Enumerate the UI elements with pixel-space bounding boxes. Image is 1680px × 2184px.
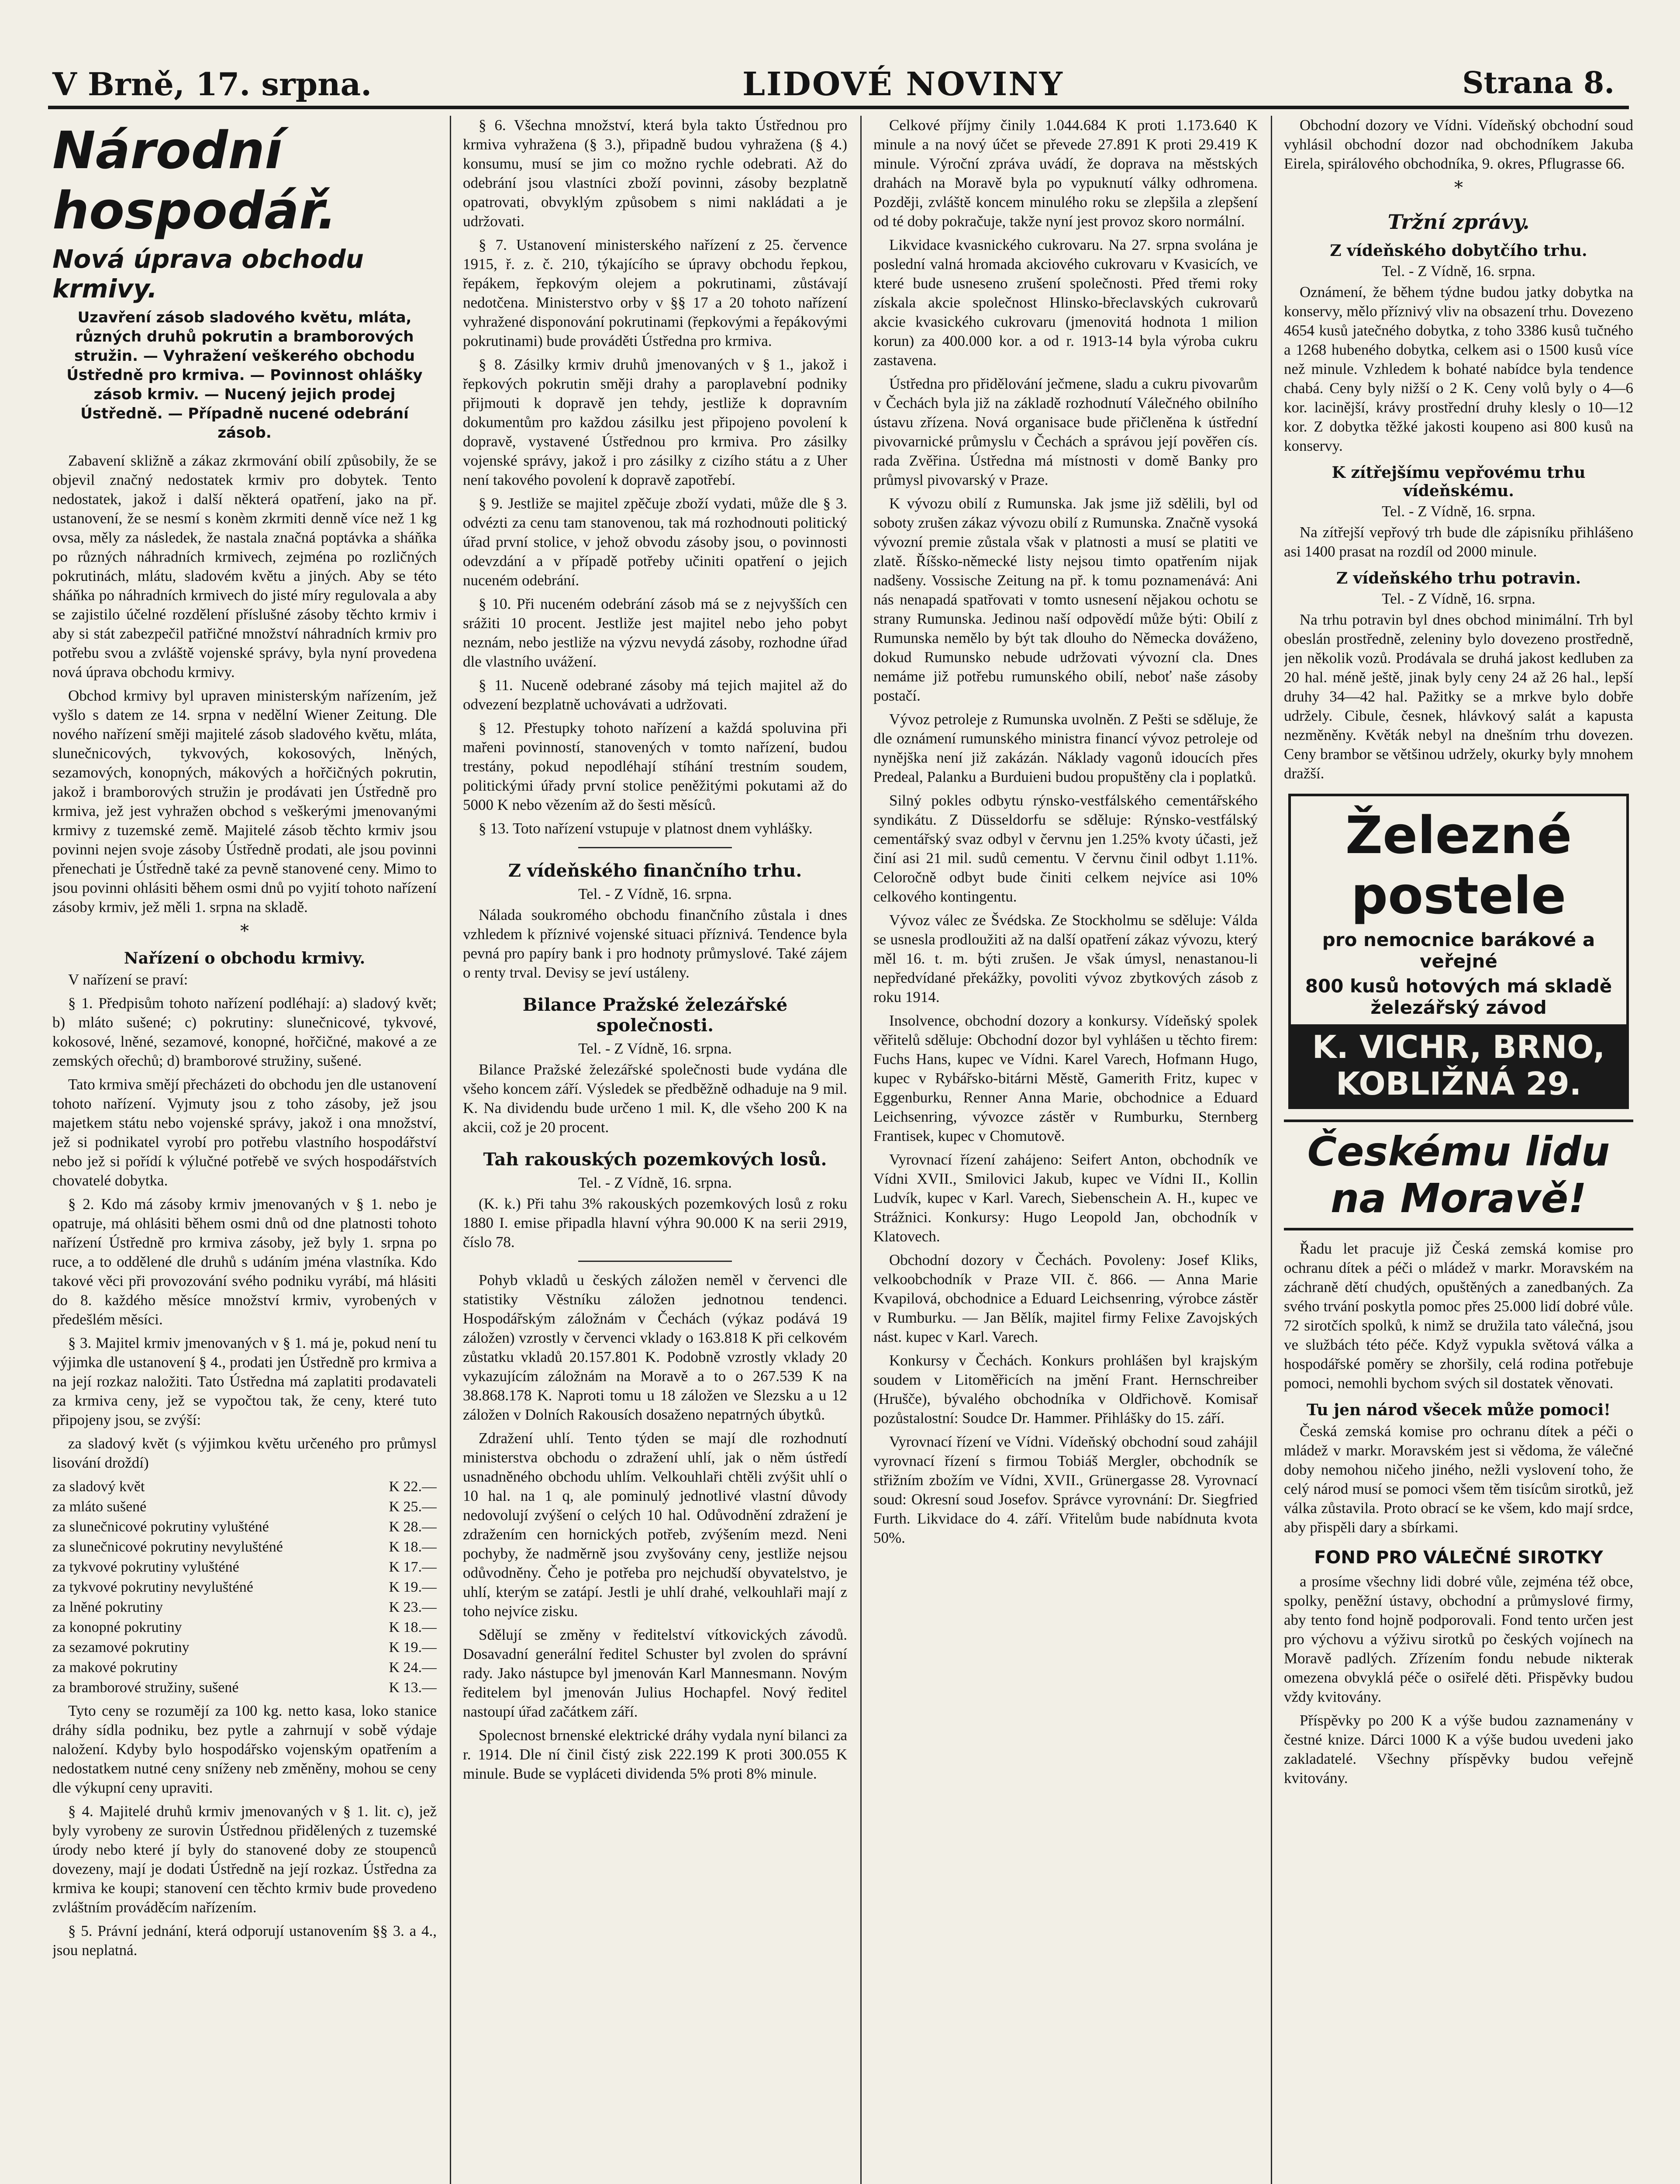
page-header	[0, 0, 1680, 103]
article-lead: Uzavření zásob sladového květu, mláta, různých druhů pokrutin a bramborových stružin. — Vyhražení veškerého obchodu Ústředně pro krmiva. — Povinnost ohlášky zásob krmiv. — Nucený jejich prodej Ústředně. — Případně nucené odebrání zásob.	[66, 309, 423, 442]
price-item: za tykvové pokrutiny vylušténé	[52, 1559, 239, 1575]
column-1	[52, 116, 437, 2184]
article-paragraph: Konkursy v Čechách. Konkurs prohlášen byl krajským soudem v Litoměřicích na jmění Frant. Hernschreiber (Hrušče), bývalého obchodníka v Oldřichově. Komisař pozůstalostní: Soudce Dr. Hammer. Přihlášky do 15. září.	[873, 1352, 1258, 1427]
section-heading: Tržní zprávy.	[1387, 210, 1530, 234]
price-row	[52, 1477, 437, 1497]
page-number: Strana 8.	[1462, 66, 1614, 100]
article-heading: Z vídeňského trhu potravin.	[1336, 569, 1581, 587]
column-2	[463, 116, 847, 2184]
article-paragraph: Insolvence, obchodní dozory a konkursy. Vídeňský spolek věřitelů sděluje: Obchodní dozor byl vyhlášen u těchto firem: Fuchs Hans, kupec ve Vídni. Karel Varech, Hofmann Hugo, kupec v Rybářsko-bitárni Městě, Gamerith Fritz, kupec v Eggenburku, Renner Anna Marie, obchodnice a Eduard Leichsenring, vývozce zástěr v Rumburku, Sternberg Frantisek, kupec v Chomutově.	[873, 1012, 1258, 1144]
subheading: Nařízení o obchodu krmivy.	[124, 949, 366, 968]
article-paragraph: Česká zemská komise pro ochranu dítek a péči o mládež v markr. Moravském jest si vědoma, že válečné doby nemohou ničeho jiného, nežli vyslovení toho, že celý národ musí se pomoci všem těm tisícům sirotků, jež válka zůstavila. Proto obrací se ke všem, kdo mají srdce, aby přispěli dary a sbírkami.	[1284, 1423, 1633, 1536]
column-separator	[860, 116, 862, 2184]
column-separator	[1271, 116, 1272, 2184]
article-paragraph: a prosíme všechny lidi dobré vůle, zejména též obce, spolky, peněžní ústavy, obchodní a průmyslové firmy, aby tento fond hojně podporovali. Fond tento určen jest pro výchovu a výživu sirotků po českých vojínech na Moravě padlých. Zřízením fondu nebude nikterak omezena obvyklá péče o osiřelé děti. Přispěvky budou vždy kvitovány.	[1284, 1573, 1633, 1705]
article-paragraph: Vyrovnací řízení zahájeno: Seifert Anton, obchodník ve Vídni XVII., Smilovici Jakub, kupec ve Vídni II., Kollin Ludvík, kupec v Karl. Varech, Siebenschein A. H., kupec ve Strážnici. Konkursy: Hugo Leopold Jan, obchodník v Klatovech.	[873, 1151, 1258, 1245]
article-paragraph: § 2. Kdo má zásoby krmiv jmenovaných v § 1. nebo je opatruje, má ohlásiti během osmi dnů od dne platnosti tohoto nařízení Ústředně pro krmiva zásoby, jež byly 1. srpna po ruce, a to oddělené dle druhů s udáním jména vlastníka. Kdo takové věci při provozování svého podniku vyrábí, má hlásiti do 8. každého měsíce množství krmiv, vyrobených v předešlém měsíci.	[52, 1196, 437, 1328]
price-value: K 25.—	[389, 1499, 437, 1515]
price-value: K 19.—	[389, 1639, 437, 1655]
article-paragraph: § 1. Předpisům tohoto nařízení podléhají: a) sladový květ; b) mláto sušené; c) pokrutiny: slunečnicové, tykvové, kokosové, lněné, sezamové, konopné, hořčičné, makové a ze zemských ořechů; d) bramborové stružiny, sušené.	[52, 995, 437, 1069]
price-item: za slunečnicové pokrutiny vylušténé	[52, 1519, 269, 1535]
price-value: K 23.—	[389, 1599, 437, 1615]
article-paragraph: Tato krmiva smějí přecházeti do obchodu jen dle ustanovení tohoto nařízení. Vyjmuty jsou z toho zásoby, jež jsou majetkem státu nebo vojenské správy, jakož i ona množství, jež si podnikatel vyrobí pro potřebu vlastního hospodářství nebo jež si pořídí k výlučné potřebě ve svých hospodářstvích chovatelé dobytka.	[52, 1076, 437, 1189]
article-heading: Bilance Pražské železářské společnosti.	[522, 995, 788, 1036]
price-value: K 13.—	[389, 1679, 437, 1696]
price-row	[52, 1537, 437, 1557]
section-title: Národní hospodář.	[52, 120, 337, 241]
article-paragraph: § 11. Nuceně odebrané zásoby má tejich majitel až do odvezení bezplatně uchovávati a udržovati.	[463, 677, 847, 713]
article-paragraph: Tyto ceny se rozumějí za 100 kg. netto kasa, loko stanice dráhy sídla podniku, bez pytle a zahrnují v sobě výdaje naložení. Kdyby bylo hospodářsko vojenským opatřením a nedostatkem nutné ceny sníženy neb změněny, mohou se ceny dle výkupní ceny upraviti.	[52, 1702, 437, 1796]
price-value: K 19.—	[389, 1579, 437, 1595]
article-paragraph: Na zítřejší vepřový trh bude dle zápisníku přihlášeno asi 1400 prasat na rozdíl od 2000 minule.	[1284, 524, 1633, 560]
price-row	[52, 1497, 437, 1517]
article-paragraph: Spolecnost brnenské elektrické dráhy vydala nyní bilanci za r. 1914. Dle ní činil čistý zisk 222.199 K proti 300.055 K minule. Bude se vypláceti dividenda 5% proti 8% minule.	[463, 1727, 847, 1782]
price-item: za sladový květ	[52, 1479, 145, 1495]
article-heading: Tah rakouských pozemkových losů.	[483, 1149, 827, 1170]
dateline: Tel. - Z Vídně, 16. srpna.	[1382, 590, 1535, 607]
price-value: K 28.—	[389, 1519, 437, 1535]
price-item: za sezamové pokrutiny	[52, 1639, 190, 1655]
price-value: K 18.—	[389, 1619, 437, 1635]
article-paragraph: Obchodní dozory v Čechách. Povoleny: Josef Kliks, velkoobchodník v Praze VII. č. 866. — Anna Marie Kvapilová, obchodnice a Eduard Leichsenring, výrobce zástěr v Rumburku. — Jan Bělík, majitel firmy Felixe Zavojských nást. kupec v Karl. Varech.	[873, 1251, 1258, 1345]
article-paragraph: § 3. Majitel krmiv jmenovaných v § 1. má je, pokud není tu výjimka dle ustanovení § 4., prodati jen Ústředně pro krmiva a na její rozkaz naložiti. Tato Ústředna má zaplatiti prodavateli za krmiva ceny, jež se vypočtou tak, že ceny, které tuto připojeny jsou, se zvýší:	[52, 1334, 437, 1428]
article-heading: Z vídeňského finančního trhu.	[508, 860, 802, 881]
article-paragraph: § 7. Ustanovení ministerského nařízení z 25. července 1915, ř. z. č. 210, týkajícího se úpravy obchodu řepkou, řepákem, řepkovým olejem a pokrutinami, zůstávají nedotčena. Ministerstvo orby v §§ 17 a 20 tohoto nařízení vyhražené disponování pokrutinami (řepkovými a řepákovými pokrutinami) bude prováděti Ústředna pro krmiva.	[463, 236, 847, 349]
price-row	[52, 1678, 437, 1698]
price-item: za lněné pokrutiny	[52, 1599, 163, 1615]
divider-rule	[578, 1261, 732, 1262]
price-row	[52, 1517, 437, 1537]
ad-title: Železné postele	[1345, 805, 1572, 926]
article-paragraph: § 12. Přestupky tohoto nařízení a každá spoluvina při mařeni povinností, stanovených v tomto nařízení, budou trestány, pokud nepodléhají stíhání trestním soudem, politickými úřady první stolice peněžitými pokutami až do 5000 K nebo vězením až do šesti měsíců.	[463, 719, 847, 813]
article-paragraph: Na trhu potravin byl dnes obchod minimální. Trh byl obeslán prostředně, zeleniny bylo dovezeno prostředně, jen několik vozů. Prodávala se druhá jakost kedluben za 20 hal. méně ještě, jinak byly ceny 24 až 26 hal., lepší druhy 34—42 hal. Pažitky se a mrkve bylo dobře udržely. Cibule, česnek, hlávkový salát a kapusta nezměněny. Květák nebyl na dnešním trhu dovezen. Ceny brambor se většinou udržely, okurky byly mnohem dražší.	[1284, 611, 1633, 782]
column-separator	[450, 116, 451, 2184]
dateline: Tel. - Z Vídně, 16. srpna.	[578, 1174, 732, 1191]
article-paragraph: za sladový květ (s výjimkou květu určeného pro průmysl lisování droždí)	[52, 1435, 437, 1471]
article-heading: Z vídeňského dobytčího trhu.	[1330, 242, 1587, 260]
article-paragraph: Příspěvky po 200 K a výše budou zaznamenány v čestné knize. Dárci 1000 K a výše budou uvedeni jako zakladatelé. Všechny příspěvky budou veřejně kvitovány.	[1284, 1712, 1633, 1787]
article-heading: K zítřejšímu vepřovému trhu vídeňskému.	[1332, 463, 1586, 500]
article-paragraph: Zdražení uhlí. Tento týden se mají dle rozhodnutí ministerstva obchodu o zdražení uhlí, jak o něm ústředí usnadněného obchodu uhlím. Velkouhlaři chtěli zvýšit uhlí o 10 hal. na 1 q, ale pominulý jednotlivé vlastní důvody nedovolují zvýšení o celých 10 hal. Odůvodnění zdražení je zdražením cen hornických potřeb, zvýšením mezd. Neni pochyby, že nadměrně jsou zvyšovány ceny, jestliže nejsou odůvodněny. Čeho je potřeba pro nejchudší obyvatelstvo, je uhlí, kterým se zatápí. Jestli je uhlí drahé, velkouhlaři mají z toho nejvíce zisku.	[463, 1430, 847, 1620]
price-row	[52, 1617, 437, 1638]
ad-line: 800 kusů hotových má skladě železářský závod	[1305, 975, 1612, 1018]
column-3	[873, 116, 1258, 2184]
appeal-headline: Českému lidu na Moravě!	[1284, 1120, 1633, 1230]
divider-asterisk: *	[1454, 178, 1463, 198]
dateline: Tel. - Z Vídně, 16. srpna.	[578, 885, 732, 902]
article-paragraph: § 6. Všechna množství, která byla takto Ústřednou pro krmiva vyhražena (§ 3.), připadně budou vyhražena (§ 4.) konsumu, musí se jim co možno rychle odebrati. Až do odebrání jsou vlastníci zboží povinni, zásoby bezplatně opatrovati, obvyklým způsobem s nimi nakládati a je udržovati.	[463, 117, 847, 230]
price-value: K 17.—	[389, 1559, 437, 1575]
article-paragraph: § 5. Právní jednání, která odporují ustanovením §§ 3. a 4., jsou neplatná.	[52, 1922, 437, 1959]
divider-asterisk: *	[240, 921, 249, 941]
price-item: za makové pokrutiny	[52, 1659, 178, 1676]
price-row	[52, 1577, 437, 1597]
appeal-subheading: Tu jen národ všecek může pomoci!	[1306, 1401, 1611, 1419]
article-headline: Nová úprava obchodu krmivy.	[52, 244, 364, 304]
article-paragraph: Bilance Pražské železářské společnosti bude vydána dle všeho koncem září. Výsledek se předběžně odhaduje na 9 mil. K. Na dividendu bude určeno 1 mil. K, dle všeho 200 K na akcii, což je 20 procent.	[463, 1061, 847, 1136]
article-paragraph: Silný pokles odbytu rýnsko-vestfálského cementářského syndikátu. Z Düsseldorfu se sděluje: Rýnsko-vestfálský cementářský svaz odbyl v červnu jen 1.25% kvoty účasti, jež činí asi 21 mil. sudů cementu. V červnu činil odbyt 1.11%. Celoročně odbyt bude činiti celkem nejvíce asi 10% celkového kontingentu.	[873, 792, 1258, 905]
article-paragraph: Vývoz petroleje z Rumunska uvolněn. Z Pešti se sděluje, že dle oznámení rumunského ministra financí vývoz petroleje od nynějška není již zakázán. Náklady vagonů idoucích přes Predeal, Palanku a Burduieni budou propuštěny cla i poplatků.	[873, 711, 1258, 785]
column-4	[1284, 116, 1633, 2184]
price-value: K 18.—	[389, 1539, 437, 1555]
article-paragraph: Pohyb vkladů u českých záložen neměl v červenci dle statistiky Věstníku záložen jednotnou tendenci. Hospodářským záložnám v Čechách (výkaz podává 19 záložen) vzrostly v červenci vklady o 163.818 K při celkovém zůstatku vkladů 20.157.801 K. Podobně vzrostly vklady 20 vykazujícím záložnám na Moravě a to o 267.539 K na 38.868.178 K. Naproti tomu u 18 záložen ve Slezsku a u 12 záložen v Dolních Rakousích dosaženo nepatrných úbytků.	[463, 1272, 847, 1423]
article-paragraph: Vývoz válec ze Švédska. Ze Stockholmu se sděluje: Válda se usnesla prodloužiti až na další opatření zákaz vývozu, který měl 16. t. m. býti zrušen. Je však úmysl, nenastanou-li nepředvídané překážky, povoliti vývoz zbytkových zásob z roku 1914.	[873, 912, 1258, 1006]
price-item: za tykvové pokrutiny nevylušténé	[52, 1579, 253, 1595]
price-value: K 22.—	[389, 1479, 437, 1495]
price-value: K 24.—	[389, 1659, 437, 1676]
article-paragraph: § 4. Majitelé druhů krmiv jmenovaných v § 1. lit. c), jež byly vyrobeny ze surovin Ústřednou přidělených z tuzemské úrody nebo které jí byly do stanovené doby ze stoupenců dovezeny, mají je dodati Ústředně na její rozkaz. Ústředna za krmiva ke koupi; stanovení cen těchto krmiv bude provedeno zvláštním prováděcím nařízením.	[52, 1803, 437, 1916]
article-paragraph: V nařízení se praví:	[68, 971, 188, 988]
dateline: Tel. - Z Vídně, 16. srpna.	[1382, 503, 1535, 520]
article-paragraph: Celkové příjmy činily 1.044.684 K proti 1.173.640 K minule a na nový účet se převede 27.891 K proti 29.419 K minule. Výroční zpráva uvádí, že doprava na městských drahách na Moravě byla po vypuknutí války odhromena. Později, zvláště koncem minulého roku se zlepšila a zlepšení od té doby pokračuje, takže nyní jest provoz skoro normální.	[873, 117, 1258, 230]
dateline: Tel. - Z Vídně, 16. srpna.	[1382, 263, 1535, 280]
price-row	[52, 1658, 437, 1678]
dateline: Tel. - Z Vídně, 16. srpna.	[578, 1040, 732, 1057]
divider-rule	[578, 847, 732, 848]
article-paragraph: Sdělují se změny v ředitelství vítkovických závodů. Dosavadní generální ředitel Schuster byl zvolen do správní rady. Jako nástupce byl jmenován Karl Mannesmann. Novým ředitelem byl jmenován Julius Hochapfel. Nový ředitel nastoupí úřad začátkem září.	[463, 1626, 847, 1720]
issue-date: V Brně, 17. srpna.	[52, 66, 372, 103]
article-paragraph: Oznámení, že během týdne budou jatky dobytka na konservy, mělo příznivý vliv na obsazení trhu. Dovezeno 4654 kusů jatečného dobytka, z toho 3386 kusů tučného a 1268 hubeného dobytka, celkem asi o 1500 kusů více než minule. Vzhledem k bohaté nabídce byla tendence chabá. Ceny byly nižší o 2 K. Ceny volů byly o 4—6 kor. lacinější, krávy prostřední druhy klesly o 10—12 kor. Z dobytka těžké jakosti koupeno asi 800 kusů na konservy.	[1284, 283, 1633, 454]
price-item: za mláto sušené	[52, 1499, 147, 1515]
article-paragraph: Zabavení skližně a zákaz zkrmování obilí způsobily, že se objevil značný nedostatek krmiv pro dobytek. Tento nedostatek, jakož i další některá opatření, jako na př. ustanovení, že se nesmí s konèm zkrmiti denně více než 1 kg ovsa, měly za následek, že nastala značná poptávka a sháňka po různých náhradních krmivech, zejména po rozličných pokrutinách, mlátu, sladovém květu a jiných. Aby se této sháňka po náhradních krmivech do jisté míry regulovala a aby se zajistilo účelné rozdělení příslušné zásoby těchto krmiv i aby si stát zabezpečil patřičné množství náhradních krmiv pro potřebu svou a zvláště vojenské správy, byla nyní provedena nová úprava obchodu krmivy.	[52, 452, 437, 681]
ad-footer: K. VICHR, BRNO, KOBLIŽNÁ 29.	[1291, 1024, 1626, 1106]
masthead-title: LIDOVÉ NOVINY	[742, 66, 1064, 103]
article-paragraph: Obchodní dozory ve Vídni. Vídeňský obchodní soud vyhlásil obchodní dozor nad obchodníkem Jakuba Eirela, spirálového obchodníka, 9. okres, Pflugrasse 66.	[1284, 117, 1633, 172]
article-paragraph: Nálada soukromého obchodu finančního zůstala i dnes vzhledem k příznivé vojenské situaci příznivá. Tendence byla pevná pro papíry bank i pro hodnoty průmyslové. Také zájem o renty trval. Devisy se jeví ustáleny.	[463, 906, 847, 981]
article-paragraph: Likvidace kvasnického cukrovaru. Na 27. srpna svolána je poslední valná hromada akciového cukrovaru v Kvasicích, ve které bude usneseno zrušení společnosti. Před třemi roky získala akcie společnost Hlinsko-břeclavských cukrovarů akcie kvasického cukrovaru (jmenovitá hodnota 1 milion korun) za 400.000 kor. a od r. 1913-14 byla výroba cukru zastavena.	[873, 236, 1258, 369]
price-row	[52, 1557, 437, 1577]
price-row	[52, 1597, 437, 1617]
article-paragraph: (K. k.) Při tahu 3% rakouských pozemkových losů z roku 1880 I. emise připadla hlavní výhra 90.000 K na serii 2919, číslo 78.	[463, 1195, 847, 1251]
article-paragraph: Vyrovnací řízení ve Vídni. Vídeňský obchodní soud zahájil vyrovnací řízení s firmou Tobiáš Mergler, obchodník se střižním zbožím ve Vídni, XVII., Grünergasse 28. Vyrovnací soud: Okresní soud Josefov. Správce vyrovnání: Dr. Siegfried Furth. Likvidace do 4. září. Vřitelům bude nabídnuta kvota 50%.	[873, 1433, 1258, 1546]
article-paragraph: Řadu let pracuje již Česká zemská komise pro ochranu dítek a péči o mládež v markr. Moravském na záchraně dětí chudých, opuštěných a zanedbaných. Za svého trvání poskytla pomoc přes 25.000 lidí dobré vůle. 72 sirotčích spolků, k nimž se družila tato válečná, jsou ve službách této péče. Když vypukla světová válka a hospodářské poměry se zhoršily, celá rodina potřebuje pomoci, nemohli bychom svých sil dostatek věnovati.	[1284, 1240, 1633, 1392]
article-paragraph: § 13. Toto nařízení vstupuje v platnost dnem vyhlášky.	[479, 820, 813, 837]
ad-line: pro nemocnice barákové a veřejné	[1322, 929, 1595, 972]
price-table	[52, 1477, 437, 1698]
fund-heading: FOND PRO VÁLEČNÉ SIROTKY	[1314, 1548, 1603, 1568]
price-item: za bramborové stružiny, sušené	[52, 1679, 239, 1696]
article-paragraph: § 8. Zásilky krmiv druhů jmenovaných v § 1., jakož i řepkových pokrutin směji drahy a paroplavební podniky přijmouti k dopravě jen tehdy, jestliže k dopravním dokumentům pro každou zásilku jest připojeno povolení k dopravě, vystavené Ústřednou pro krmiva. Pro zásilky vojenské správy, jakož i pro zásilky z cizího státu a z Uher není takového povolení k dopravě zapotřebí.	[463, 356, 847, 488]
article-paragraph: Obchod krmivy byl upraven ministerským nařízením, jež vyšlo s datem ze 14. srpna v nedělní Wiener Zeitung. Dle nového nařízení směji majitelé zásob sladového květu, mláta, slunečnicových, tykvových, kokosových, lněných, sezamových, konopných, mákových a hořčičných pokrutin, jakož i bramborových stružin je prodávati jen Ústředně pro krmiva, jež jest vyhražen obchod s veškerými jmenovanými krmivy z tuzemské země. Majitelé zásob těchto krmiv jsou povinni nejen svoje zásoby Ústředně prodati, ale jsou povinni přenechati je Ústředně také za pevně stanovené ceny. Mimo to jsou povinni ohlásiti během osmi dnů po vyjití tohoto nařízení zásoby krmiv, jež měli 1. srpna na skladě.	[52, 687, 437, 916]
price-item: za konopné pokrutiny	[52, 1619, 182, 1635]
article-paragraph: § 9. Jestliže se majitel zpěčuje zboží vydati, může dle § 3. odvézti za cenu tam stanovenou, tak má rozhodnouti politický úřad první stolice, v jehož obvodu zásoby jsou, o povinnosti odevzdání a v případě potřeby učiniti opatření o jejich nuceném odebrání.	[463, 495, 847, 589]
header-rule	[48, 106, 1629, 109]
article-paragraph: Ústředna pro přidělování ječmene, sladu a cukru pivovarům v Čechách byla již na základě rozhodnutí Válečného obilního ústavu zřízena. Nová organisace bude přičleněna k ústřední pivovarnické průmyslu v Čechách a správou její pověřen cís. rada Zvěřina. Ústředna má místnosti v domě Banky pro průmysl pivovarský v Praze.	[873, 375, 1258, 488]
price-row	[52, 1638, 437, 1658]
article-paragraph: K vývozu obilí z Rumunska. Jak jsme již sdělili, byl od soboty zrušen zákaz vývozu obilí z Rumunska. Značně vysoká vývozní premie zůstala však v platnosti a musí se platiti ve zlatě. Říšsko-německé listy nejsou timto opatřením nijak nadšeny. Vossische Zeitung na př. k tomu poznamenává: Ani nás nenapadá spatřovati v tomto usnesení nějakou ochotu se strany Rumunska. Jedinou naší odpovědí může býti: Obilí z Rumunska nemělo by být tak dlouho do Německa dováženo, dokud Rumunsko nebude udržovati vývozní cla. Dnes nemáme již potřebu rumunského obilí, neboť naše zásoby postačí.	[873, 495, 1258, 704]
article-paragraph: § 10. Při nuceném odebrání zásob má se z nejvyšších cen srážiti 10 procent. Jestliže jest majitel nebo jeho pobyt neznám, nebo jestliže na výzvu nevydá zásoby, rozhodne úřad dle vlastního uvážení.	[463, 595, 847, 670]
price-item: za slunečnicové pokrutiny nevylušténé	[52, 1539, 283, 1555]
advertisement-box	[1288, 794, 1629, 1109]
